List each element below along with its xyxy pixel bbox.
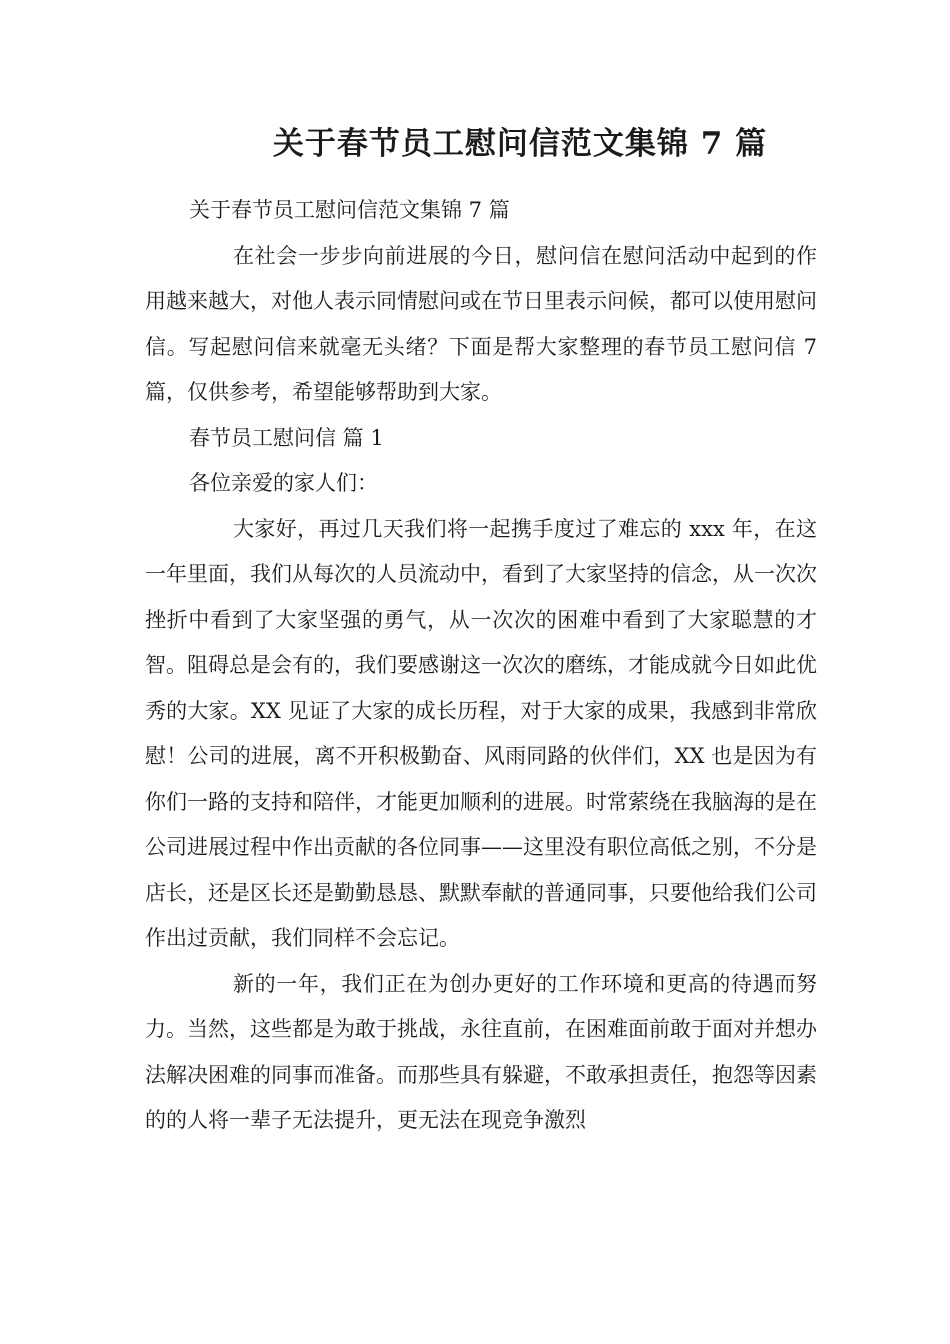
body-paragraph-1: 大家好，再过几天我们将一起携手度过了难忘的 xxx 年，在这一年里面，我们从每次的人员流动中，看到了大家坚持的信念，从一次次挫折中看到了大家坚强的勇气，从一次次的困难中看到了大家聪慧的才智。阻碍总是会有的，我们要感谢这一次次的磨练，才能成就今日如此优秀的大家。XX 见证了大家的成长历程，对于大家的成果，我感到非常欣慰！公司的进展，离不开积极勤奋、风雨同路的伙伴们，XX 也是因为有你们一路的支持和陪伴，才能更加顺利的进展。时常萦绕在我脑海的是在公司进展过程中作出贡献的各位同事——这里没有职位高低之别，不分是店长，还是区长还是勤勤恳恳、默默奉献的普通同事，只要他给我们公司作出过贡献，我们同样不会忘记。 <box>145 516 817 950</box>
body-paragraph-2: 新的一年，我们正在为创办更好的工作环境和更高的待遇而努力。当然，这些都是为敢于挑战，永往直前，在困难面前敢于面对并想办法解决困难的同事而准备。而那些具有躲避，不敢承担责任，抱怨等因素的的人将一辈子无法提升，更无法在现竞争激烈 <box>145 971 817 1132</box>
document-title: 关于春节员工慰问信范文集锦 7 篇 <box>272 126 768 162</box>
salutation-paragraph: 各位亲爱的家人们： <box>189 471 378 495</box>
subtitle-paragraph: 关于春节员工慰问信范文集锦 7 篇 <box>189 198 510 222</box>
document-body <box>145 188 817 1144</box>
section-heading: 春节员工慰问信 篇 1 <box>189 425 384 450</box>
intro-paragraph: 在社会一步步向前进展的今日，慰问信在慰问活动中起到的作用越来越大，对他人表示同情慰问或在节日里表示问候，都可以使用慰问信。写起慰问信来就毫无头绪？下面是帮大家整理的春节员工慰问信 7 篇，仅供参考，希望能够帮助到大家。 <box>145 243 817 404</box>
